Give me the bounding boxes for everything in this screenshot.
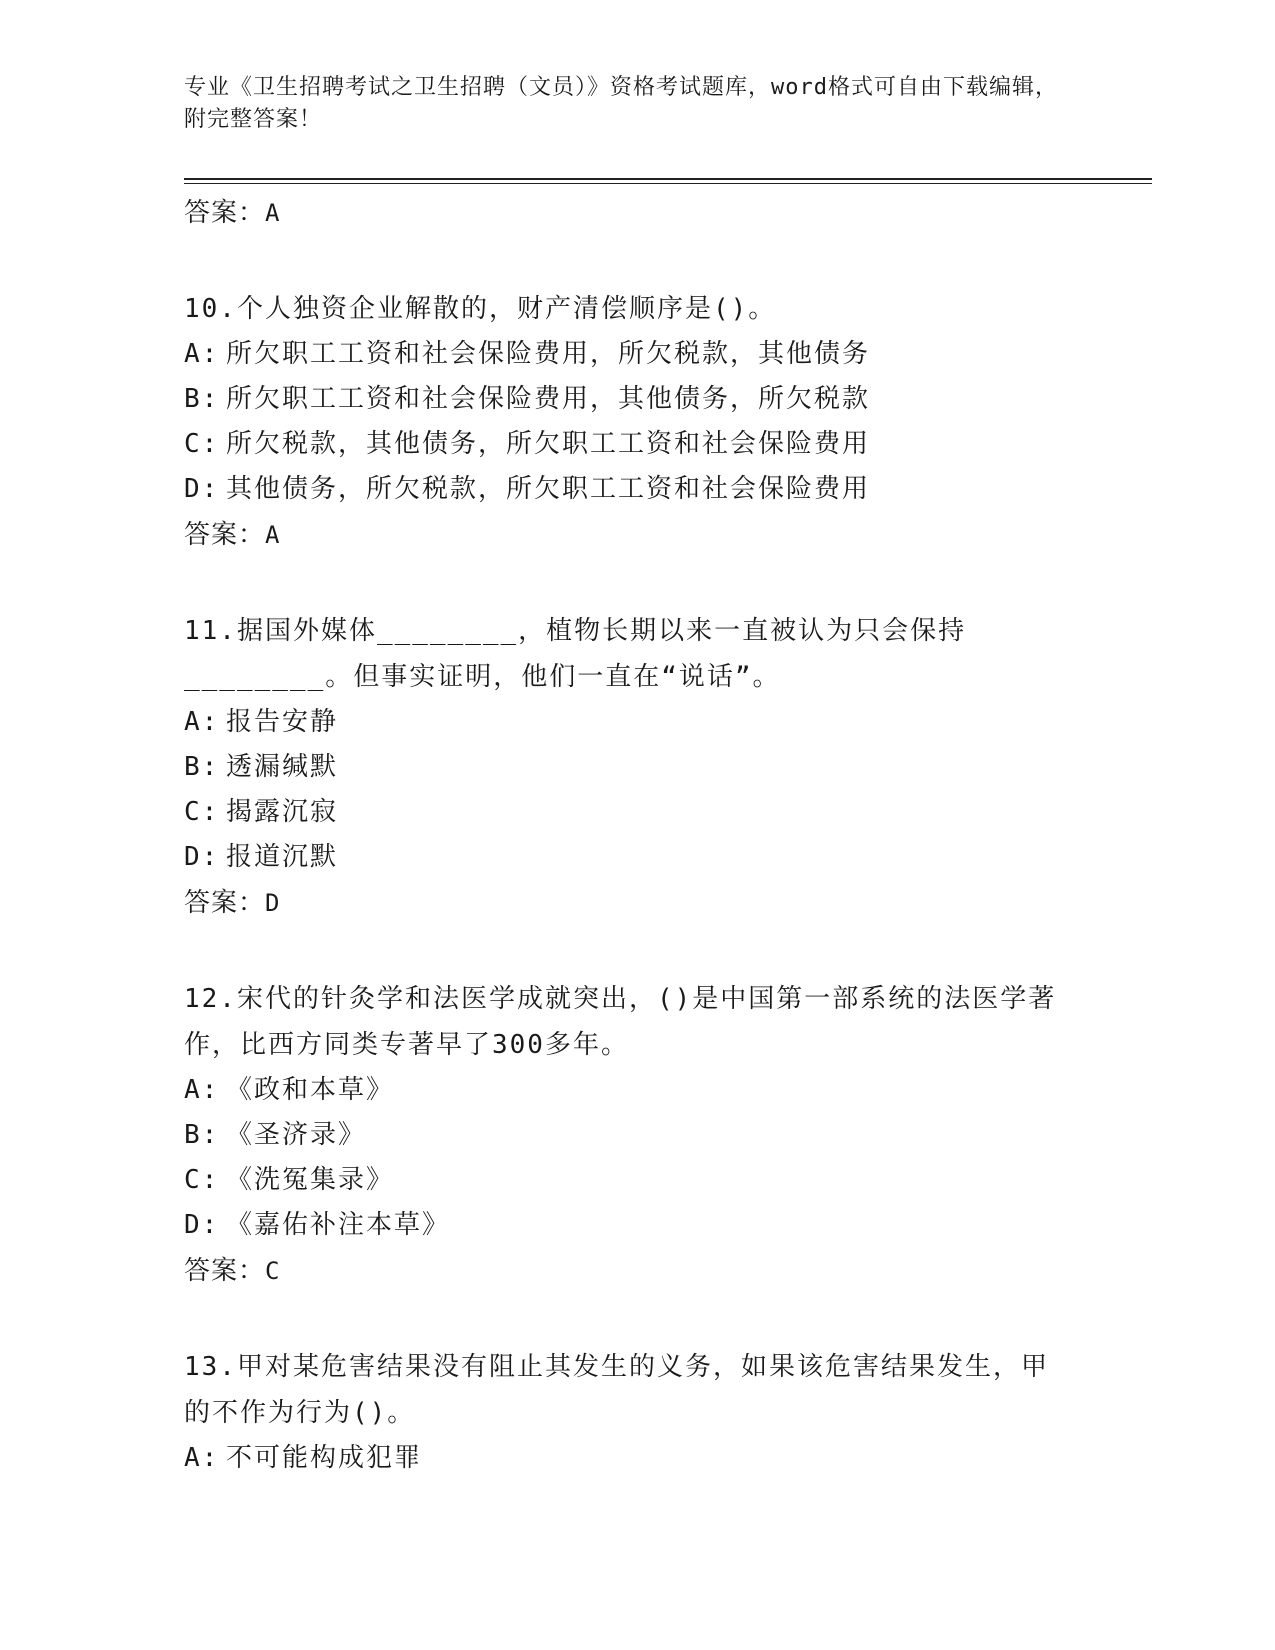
option-label: D: [184, 1210, 220, 1240]
option-text: 所欠职工工资和社会保险费用，其他债务，所欠税款 [226, 384, 871, 414]
option-text: 揭露沉寂 [226, 797, 339, 827]
answer-prefix: 答案： [184, 888, 266, 918]
answer-line [184, 1248, 1074, 1294]
question-list [184, 190, 1074, 1481]
option-label: A: [184, 1075, 220, 1105]
option-label: A: [184, 339, 220, 369]
question-block [184, 976, 1074, 1294]
option-a [184, 1068, 1074, 1113]
option-text: 《圣济录》 [226, 1120, 367, 1150]
question-stem: 12.宋代的针灸学和法医学成就突出，()是中国第一部系统的法医学著作，比西方同类专著早了300多年。 [184, 984, 1057, 1060]
option-b [184, 1113, 1074, 1158]
answer-value: A [265, 199, 281, 227]
answer-line [184, 512, 1074, 558]
answer-line [184, 880, 1074, 926]
option-text: 所欠税款，其他债务，所欠职工工资和社会保险费用 [226, 429, 871, 459]
option-label: A: [184, 1443, 220, 1473]
option-text: 《政和本草》 [226, 1075, 395, 1105]
option-c [184, 790, 1074, 835]
header-divider-thick [184, 178, 1152, 180]
answer-prefix: 答案： [184, 1256, 266, 1286]
option-b [184, 377, 1074, 422]
option-c [184, 422, 1074, 467]
answer-value: C [265, 1257, 281, 1285]
option-c [184, 1158, 1074, 1203]
option-label: C: [184, 797, 220, 827]
option-label: A: [184, 707, 220, 737]
option-d [184, 835, 1074, 880]
option-text: 其他债务，所欠税款，所欠职工工资和社会保险费用 [226, 474, 871, 504]
option-label: B: [184, 384, 220, 414]
option-d [184, 467, 1074, 512]
answer-prefix: 答案： [184, 520, 266, 550]
question-stem: 13.甲对某危害结果没有阻止其发生的义务，如果该危害结果发生，甲的不作为行为()。 [184, 1352, 1049, 1428]
option-b [184, 745, 1074, 790]
option-text: 报道沉默 [226, 842, 339, 872]
option-label: C: [184, 1165, 220, 1195]
option-a [184, 700, 1074, 745]
answer-value: D [265, 889, 281, 917]
option-label: B: [184, 1120, 220, 1150]
option-label: B: [184, 752, 220, 782]
question-block [184, 1344, 1074, 1481]
option-label: D: [184, 842, 220, 872]
option-label: D: [184, 474, 220, 504]
option-text: 《洗冤集录》 [226, 1165, 395, 1195]
question-stem: 11.据国外媒体________，植物长期以来一直被认为只会保持________。但事实证明，他们一直在“说话”。 [184, 616, 967, 692]
document-header: 专业《卫生招聘考试之卫生招聘（文员）》资格考试题库，word格式可自由下载编辑，附完整答案！ [184, 75, 1058, 132]
option-text: 所欠职工工资和社会保险费用，所欠税款，其他债务 [226, 339, 871, 369]
option-label: C: [184, 429, 220, 459]
option-a [184, 1436, 1074, 1481]
question-block [184, 286, 1074, 558]
option-text: 《嘉佑补注本草》 [226, 1210, 451, 1240]
answer-value: A [265, 521, 281, 549]
question-stem: 10.个人独资企业解散的，财产清偿顺序是()。 [184, 294, 777, 324]
option-text: 不可能构成犯罪 [226, 1443, 423, 1473]
question-block [184, 608, 1074, 926]
answer-line [184, 190, 1074, 236]
option-text: 透漏缄默 [226, 752, 339, 782]
option-text: 报告安静 [226, 707, 339, 737]
option-a [184, 332, 1074, 377]
header-divider-thin [184, 183, 1152, 184]
option-d [184, 1203, 1074, 1248]
answer-prefix: 答案： [184, 198, 266, 228]
